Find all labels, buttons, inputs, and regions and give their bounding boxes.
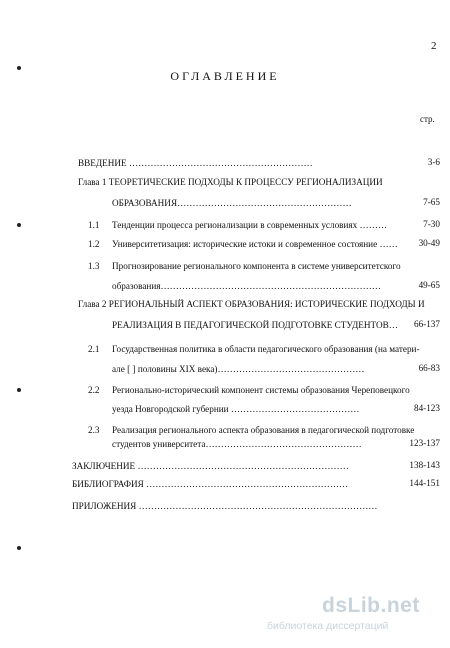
watermark-subtitle: библиотека диссертаций [267, 620, 389, 632]
toc-section-1-1-text: Тенденции процесса регионализации в современных условиях ……… [112, 220, 388, 230]
toc-section-2-3-text: Реализация регионального аспекта образования в педагогической подготовке [112, 425, 415, 435]
toc-page-1-3: 49-65 [418, 280, 440, 290]
toc-section-2-1-num: 2.1 [88, 344, 100, 354]
toc-page-bibliography: 144-151 [409, 478, 440, 488]
toc-section-2-1-text: Государственная политика в области педагогического образования (на матери- [112, 344, 420, 354]
toc-leader-dots: …………………………………………………………………… [138, 501, 378, 511]
toc-page-2-1: 66-83 [418, 363, 440, 373]
toc-entry-appendix [72, 500, 377, 512]
toc-section-1-3-text: Прогнозирование регионального компонента в системе университетского [112, 261, 401, 271]
toc-section-1-3-num: 1.3 [88, 261, 100, 271]
toc-entry-label: ВВЕДЕНИЕ [78, 158, 127, 168]
toc-entry-conclusion [72, 460, 349, 472]
toc-section-1-3-text-cont: образования……………………………………………………………… [112, 281, 381, 291]
toc-page-ch1: 7-65 [423, 197, 440, 207]
toc-entry-label: БИБЛИОГРАФИЯ [72, 479, 144, 489]
watermark [267, 594, 420, 632]
binding-hole [17, 546, 21, 550]
pages-column-label: стр. [420, 114, 435, 124]
page-title: ОГЛАВЛЕНИЕ [170, 69, 280, 83]
binding-hole [17, 66, 21, 70]
toc-entry-bibliography [72, 478, 348, 490]
toc-page-intro: 3-6 [427, 157, 440, 167]
binding-hole [17, 388, 21, 392]
toc-chapter-2-title: Глава 2 РЕГИОНАЛЬНЫЙ АСПЕКТ ОБРАЗОВАНИЯ: ИСТОРИЧЕСКИЕ ПОДХОДЫ И [78, 299, 425, 309]
binding-hole [17, 223, 21, 227]
toc-entry-intro [78, 157, 313, 169]
toc-section-1-2-text: Университетизация: исторические истоки и современное состояние …… [112, 239, 398, 249]
toc-section-2-1-text-cont: але [ ] половины XIX века)………………………………………… [112, 364, 365, 374]
toc-section-2-3-text-cont: студентов университета…………………………………………… [112, 439, 362, 449]
toc-leader-dots: …………………………………………………………… [137, 461, 349, 471]
toc-section-2-2-num: 2.2 [88, 385, 100, 395]
toc-leader-dots: ………………………………………………………… [146, 479, 349, 489]
toc-page-ch2: 66-137 [413, 319, 440, 329]
toc-page-2-3: 123-137 [409, 438, 440, 448]
toc-section-1-1-num: 1.1 [88, 220, 100, 230]
toc-section-1-2-num: 1.2 [88, 239, 100, 249]
toc-section-2-2-text-cont: уезда Новгородской губернии …………………………………… [112, 404, 360, 414]
watermark-logo: dsLib.net [322, 594, 420, 617]
toc-leader-dots: …………………………………………………… [128, 158, 313, 168]
toc-page-2-2: 84-123 [413, 403, 440, 413]
toc-chapter-1-title: Глава 1 ТЕОРЕТИЧЕСКИЕ ПОДХОДЫ К ПРОЦЕССУ РЕГИОНАЛИЗАЦИИ [78, 177, 383, 187]
toc-page-1-1: 7-30 [423, 219, 440, 229]
page-number: 2 [431, 40, 437, 52]
toc-chapter-2-title-cont: РЕАЛИЗАЦИЯ В ПЕДАГОГИЧЕСКОЙ ПОДГОТОВКЕ СТУДЕНТОВ… [112, 320, 398, 330]
toc-entry-label: ЗАКЛЮЧЕНИЕ [72, 461, 136, 471]
toc-page-conclusion: 138-143 [409, 460, 440, 470]
toc-page-1-2: 30-49 [418, 238, 440, 248]
toc-section-2-3-num: 2.3 [88, 425, 100, 435]
toc-section-2-2-text: Регионально-исторический компонент системы образования Череповецкого [112, 385, 410, 395]
toc-entry-label: ПРИЛОЖЕНИЯ [72, 501, 137, 511]
toc-chapter-1-title-cont: ОБРАЗОВАНИЯ………………………………………………… [112, 198, 352, 208]
